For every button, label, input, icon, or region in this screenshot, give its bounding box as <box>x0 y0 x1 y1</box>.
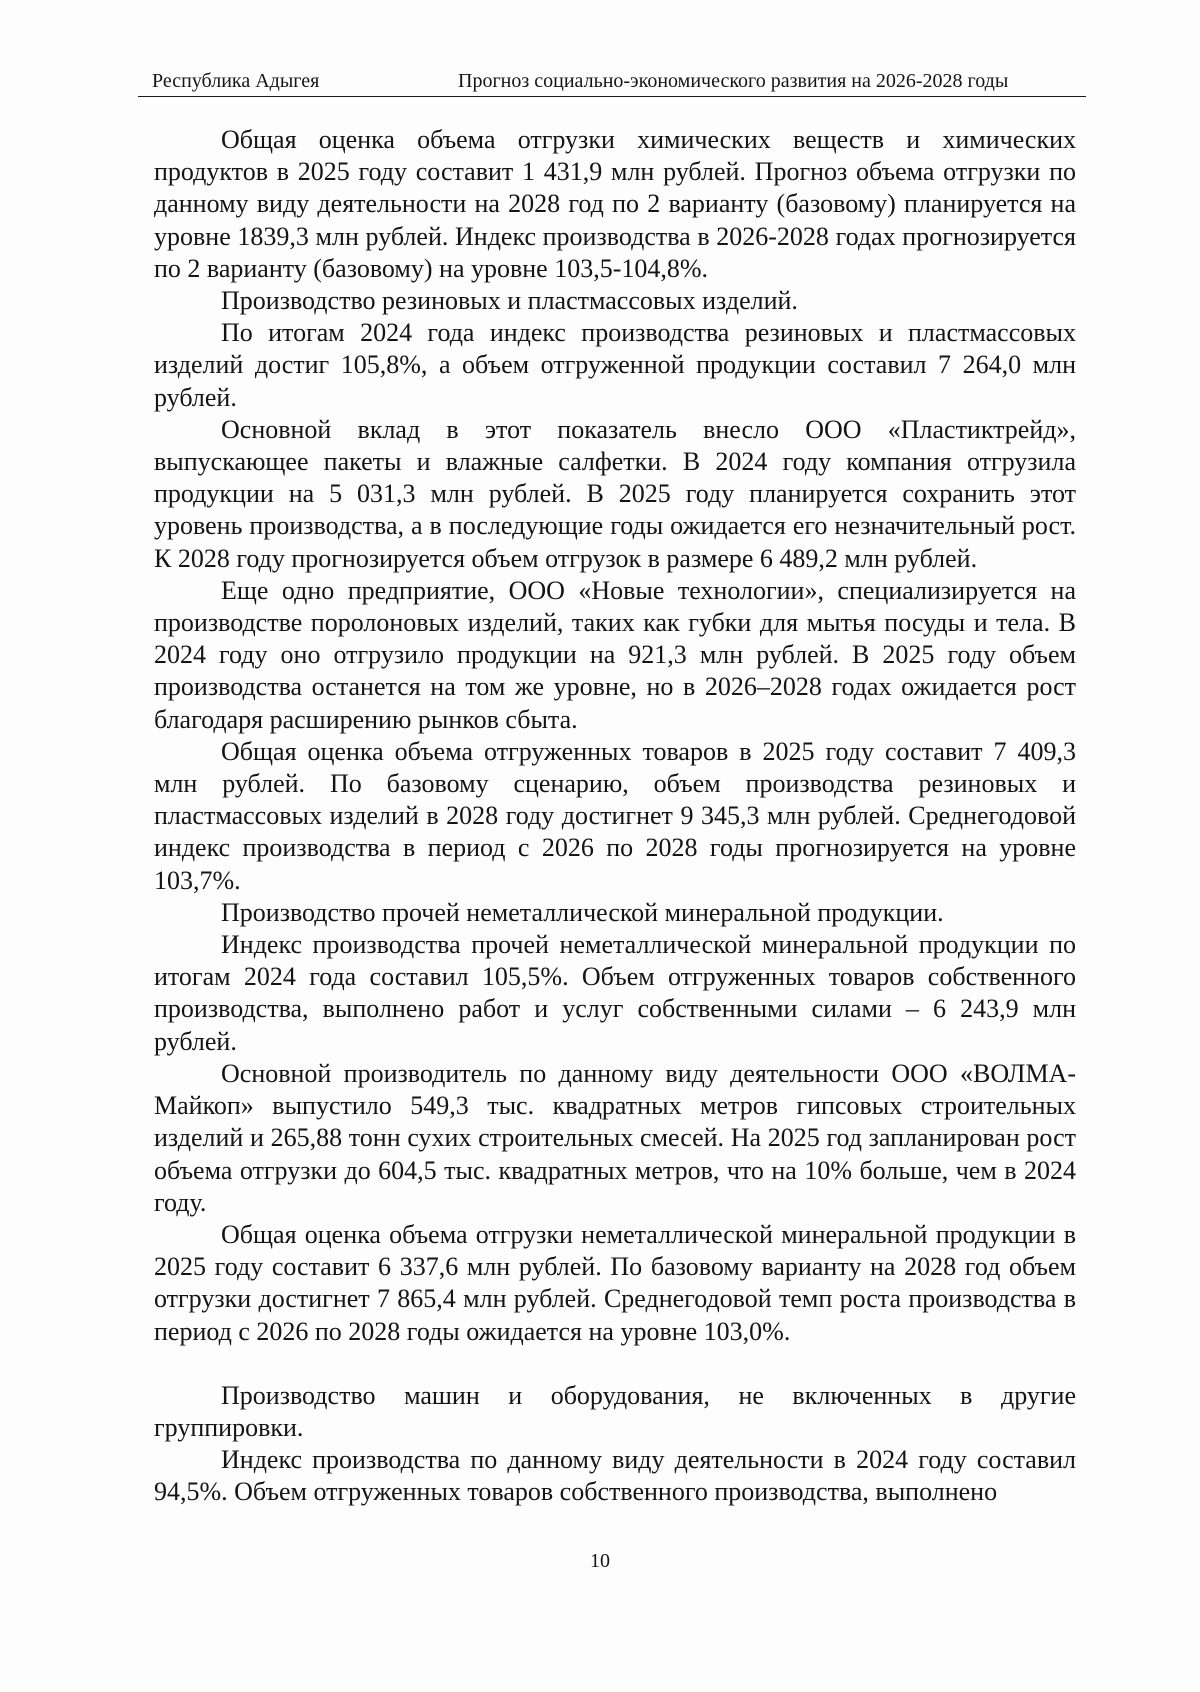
document-body <box>154 124 1076 1509</box>
paragraph-plastiktreid: Основной вклад в этот показатель внесло ООО «Пластиктрейд», выпускающее пакеты и влажные салфетки. В 2024 году компания отгрузила продукции на 5 031,3 млн рублей. В 2025 году планируется сохранить этот уровень производства, а в последующие годы ожидается его незначительный рост. К 2028 году прогнозируется объем отгрузок в размере 6 489,2 млн рублей. <box>154 414 1076 573</box>
paragraph-volma-maikop: Основной производитель по данному виду деятельности ООО «ВОЛМА-Майкоп» выпустило 549,3 тыс. квадратных метров гипсовых строительных изделий и 265,88 тонн сухих строительных смесей. На 2025 год запланирован рост объема отгрузки до 604,5 тыс. квадратных метров, что на 10% больше, чем в 2024 году. <box>154 1058 1076 1217</box>
paragraph-rubber-plastics-2024: По итогам 2024 года индекс производства резиновых и пластмассовых изделий достиг 105,8%, а объем отгруженной продукции составил 7 264,0 млн рублей. <box>154 318 1076 412</box>
header-region: Республика Адыгея <box>152 70 320 92</box>
paragraph-nonmetallic-forecast: Общая оценка объема отгрузки неметаллической минеральной продукции в 2025 году составит 6 337,6 млн рублей. По базовому варианту на 2028 год объем отгрузки достигнет 7 865,4 млн рублей. Среднегодовой темп роста производства в период с 2026 по 2028 годы ожидается на уровне 103,0%. <box>154 1219 1076 1346</box>
paragraph-rubber-plastics-forecast: Общая оценка объема отгруженных товаров в 2025 году составит 7 409,3 млн рублей. По базовому сценарию, объем производства резиновых и пластмассовых изделий в 2028 году достигнет 9 345,3 млн рублей. Среднегодовой индекс производства в период с 2026 по 2028 годы прогнозируется на уровне 103,7%. <box>154 736 1076 895</box>
paragraph-machinery-2024: Индекс производства по данному виду деятельности в 2024 году составил 94,5%. Объем отгруженных товаров собственного производства, выполнено <box>154 1445 1076 1507</box>
paragraph-chemicals-summary: Общая оценка объема отгрузки химических веществ и химических продуктов в 2025 году составит 1 431,9 млн рублей. Прогноз объема отгрузки по данному виду деятельности на 2028 год по 2 варианту (базовому) планируется на уровне 1839,3 млн рублей. Индекс производства в 2026-2028 годах прогнозируется по 2 варианту (базовому) на уровне 103,5-104,8%. <box>154 125 1076 283</box>
header-document-title: Прогноз социально-экономического развития на 2026-2028 годы <box>458 70 1009 92</box>
page-number: 10 <box>590 1550 610 1572</box>
paragraph-novye-tekhnologii: Еще одно предприятие, ООО «Новые технологии», специализируется на производстве поролоновых изделий, таких как губки для мытья посуды и тела. В 2024 году оно отгрузило продукции на 921,3 млн рублей. В 2025 году объем производства останется на том же уровне, но в 2026–2028 годах ожидается рост благодаря расширению рынков сбыта. <box>154 575 1076 734</box>
section-heading-machinery: Производство машин и оборудования, не включенных в другие группировки. <box>154 1380 1076 1442</box>
running-header <box>138 62 1086 97</box>
section-heading-nonmetallic-minerals: Производство прочей неметаллической минеральной продукции. <box>221 897 944 927</box>
section-heading-rubber-plastics: Производство резиновых и пластмассовых изделий. <box>221 286 798 316</box>
paragraph-nonmetallic-2024: Индекс производства прочей неметаллической минеральной продукции по итогам 2024 года составил 105,5%. Объем отгруженных товаров собственного производства, выполнено работ и услуг собственными силами – 6 243,9 млн рублей. <box>154 930 1076 1056</box>
